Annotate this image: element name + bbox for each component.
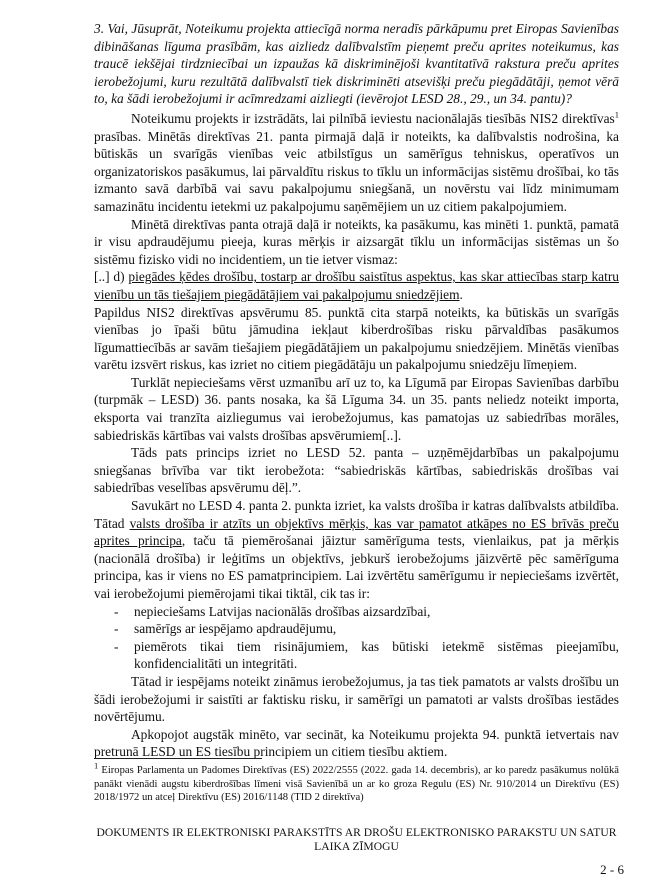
paragraph-conclusion: Apkopojot augstāk minēto, var secināt, ka Noteikumu projekta 94. punktā ietvertais nav pretrunā LESD un ES tiesību principiem un citiem tiesību aktiem. [94, 726, 619, 760]
quote-underlined: piegādes ķēdes drošību, tostarp ar drošību saistītus aspektus, kas skar attiecības starp katru vienību un tās tiešajiem piegādātājiem vai pakalpojumu sniedzējiem [94, 269, 619, 302]
list-item-text: piemērots tikai tiem risinājumiem, kas būtiski ietekmē sistēmas pieejamību, konfidencialitāti un integritāti. [134, 638, 619, 672]
criteria-list [94, 603, 619, 673]
quote-supply-chain [94, 268, 619, 303]
bullet-dash: - [114, 638, 119, 654]
paragraph-article-21-2: Minētā direktīvas panta otrajā daļā ir noteikts, ka pasākumu, kas minēti 1. punktā, pamatā ir visu apdraudējumu pieeja, kuras mērķis ir aizsargāt tīklu un informācijas sistēmas un šo sistēmu fizisko vidi no incidentiem, un tie ietver vismaz: [94, 216, 619, 267]
list-item [94, 638, 619, 673]
bullet-dash: - [114, 621, 119, 637]
paragraph-lesd-52: Tāds pats princips izriet no LESD 52. panta – uzņēmējdarbības un pakalpojumu sniegšanas brīvība var tikt ierobežota: “sabiedriskās kārtības, sabiedriskās drošības vai sabiedrības veselības apsvērumu dēļ.”. [94, 445, 619, 496]
paragraph-lesd-4 [94, 497, 619, 603]
paragraph-restrictions: Tātad ir iespējams noteikt zināmus ierobežojumus, ja tas tiek pamatots ar valsts drošību un šādi ierobežojumi ir saistīti ar faktisku risku, ir samērīgi un pamatoti ar valsts drošības iestādes novērtējumu. [94, 673, 619, 725]
quote-prefix: [..] d) [94, 269, 129, 285]
footnote-number: 1 [94, 760, 99, 771]
quote-suffix: . [459, 286, 463, 302]
paragraph-lesd-4-end: , taču tā piemērošanai jāiztur samērīguma tests, vienlaikus, pat ja mērķis (nacionālā drošība) ir leģitīms un objektīvs, jebkurš ierobežojums jāizvērtē pēc samērīguma principa, kas ir viens no ES pamatprincipiem. Lai izvērtētu samērīgumu ir nepieciešams izvērtēt, vai ierobežojumi piemērojami tikai tiktāl, cik tas ir: [94, 533, 619, 601]
list-item-text: samērīgs ar iespējamo apdraudējumu, [134, 621, 337, 637]
bullet-dash: - [114, 603, 119, 619]
footnote-reference: 1 [614, 109, 619, 120]
paragraph-lesd-36: Turklāt nepieciešams vērst uzmanību arī uz to, ka Līgumā par Eiropas Savienības darbību (turpmāk – LESD) 36. pants nosaka, ka šā Līguma 34. un 35. pants neliedz noteikt importa, eksporta vai tranzīta aizliegumus vai ierobežojumus, kas pamatojas uz sabiedrības morāles, sabiedriskās kārtības vai valsts drošības apsvērumiem[..]. [94, 374, 619, 443]
paragraph-nis2-intro [94, 110, 619, 216]
question-paragraph: 3. Vai, Jūsuprāt, Noteikumu projekta attiecīgā norma neradīs pārkāpumu pret Eiropas Savienības dibināšanas līguma prasībām, kas aizliedz dalībvalstīm pieņemt preču aprites noteikumus, kas traucē iekšējai tirdzniecībai un izpaužas kā diskriminējoši kvantitatīvā rakstura preču aprites ierobežojumi, kuru rezultātā dalībvalstī tiek diskriminēti atsevišķi preču piegādātāji, ņemot vērā to, ka šādi ierobežojumi ir acīmredzami aizliegti (ievērojot LESD 28., 29., un 34. pantu)? [94, 21, 619, 107]
paragraph-nis2-intro-text: Noteikumu projekts ir izstrādāts, lai pilnībā ieviestu nacionālajās tiesībās NIS2 direktīvas [131, 110, 615, 126]
signature-notice: DOKUMENTS IR ELEKTRONISKI PARAKSTĪTS AR DROŠU ELEKTRONISKO PARAKSTU UN SATUR LAIKA ZĪMOGU [96, 826, 617, 853]
footnote [94, 760, 619, 805]
paragraph-lesd-4-underlined: valsts drošība ir atzīts un objektīvs mērķis, kas var pamatot atkāpes no ES brīvās preču aprites principa [94, 515, 619, 549]
paragraph-recital-85: Papildus NIS2 direktīvas apsvērumu 85. punktā cita starpā noteikts, ka būtiskās un svarīgās vienības jo īpaši būtu jāmudina iekļaut kiberdrošības risku pārvaldības pasākumos līgumattiecībās ar savām tiešajiem piegādātājiem un pakalpojumu sniedzējiem. Minētās vienības varētu izsvērt riskus, kas izriet no citiem piegādātāju un pakalpojumu sniedzēju līmeņiem. [94, 304, 619, 373]
list-item [94, 603, 619, 621]
page-number: 2 - 6 [600, 862, 624, 877]
body-text [94, 20, 619, 761]
paragraph-lesd-4-start: Savukārt no LESD 4. panta 2. punkta izriet, ka valsts drošība ir katras dalībvalsts atbildība. Tātad [94, 498, 619, 531]
list-item-text: nepieciešams Latvijas nacionālās drošības aizsardzībai, [134, 603, 431, 619]
paragraph-nis2-intro-rest: prasības. Minētās direktīvas 21. panta pirmajā daļā ir noteikts, ka dalībvalstis nodrošina, ka būtiskās un svarīgās vienības veic atbilstīgus un samērīgus tehniskus, operatīvos un organizatoriskos pasākumus, lai pārvaldītu riskus to tīklu un informācijas sistēmu drošībai, ko tās izmanto savā darbībā vai savu pakalpojumu sniegšanā, un novērstu vai līdz minimumam samazinātu incidentu ietekmi uz pakalpojumu saņēmējiem un uz citiem pakalpojumiem. [94, 128, 619, 214]
footnote-text: Eiropas Parlamenta un Padomes Direktīvas (ES) 2022/2555 (2022. gada 14. decembris), ar ko paredz pasākumus nolūkā panākt vienādi augstu kiberdrošības līmeni visā Savienībā un ar ko groza Regulu (ES) Nr. 910/2014 un Direktīvu (ES) 2018/1972 un atceļ Direktīvu (ES) 2016/1148 (TID 2 direktīva) [94, 765, 619, 804]
footnote-separator [94, 758, 262, 759]
list-item [94, 620, 619, 638]
